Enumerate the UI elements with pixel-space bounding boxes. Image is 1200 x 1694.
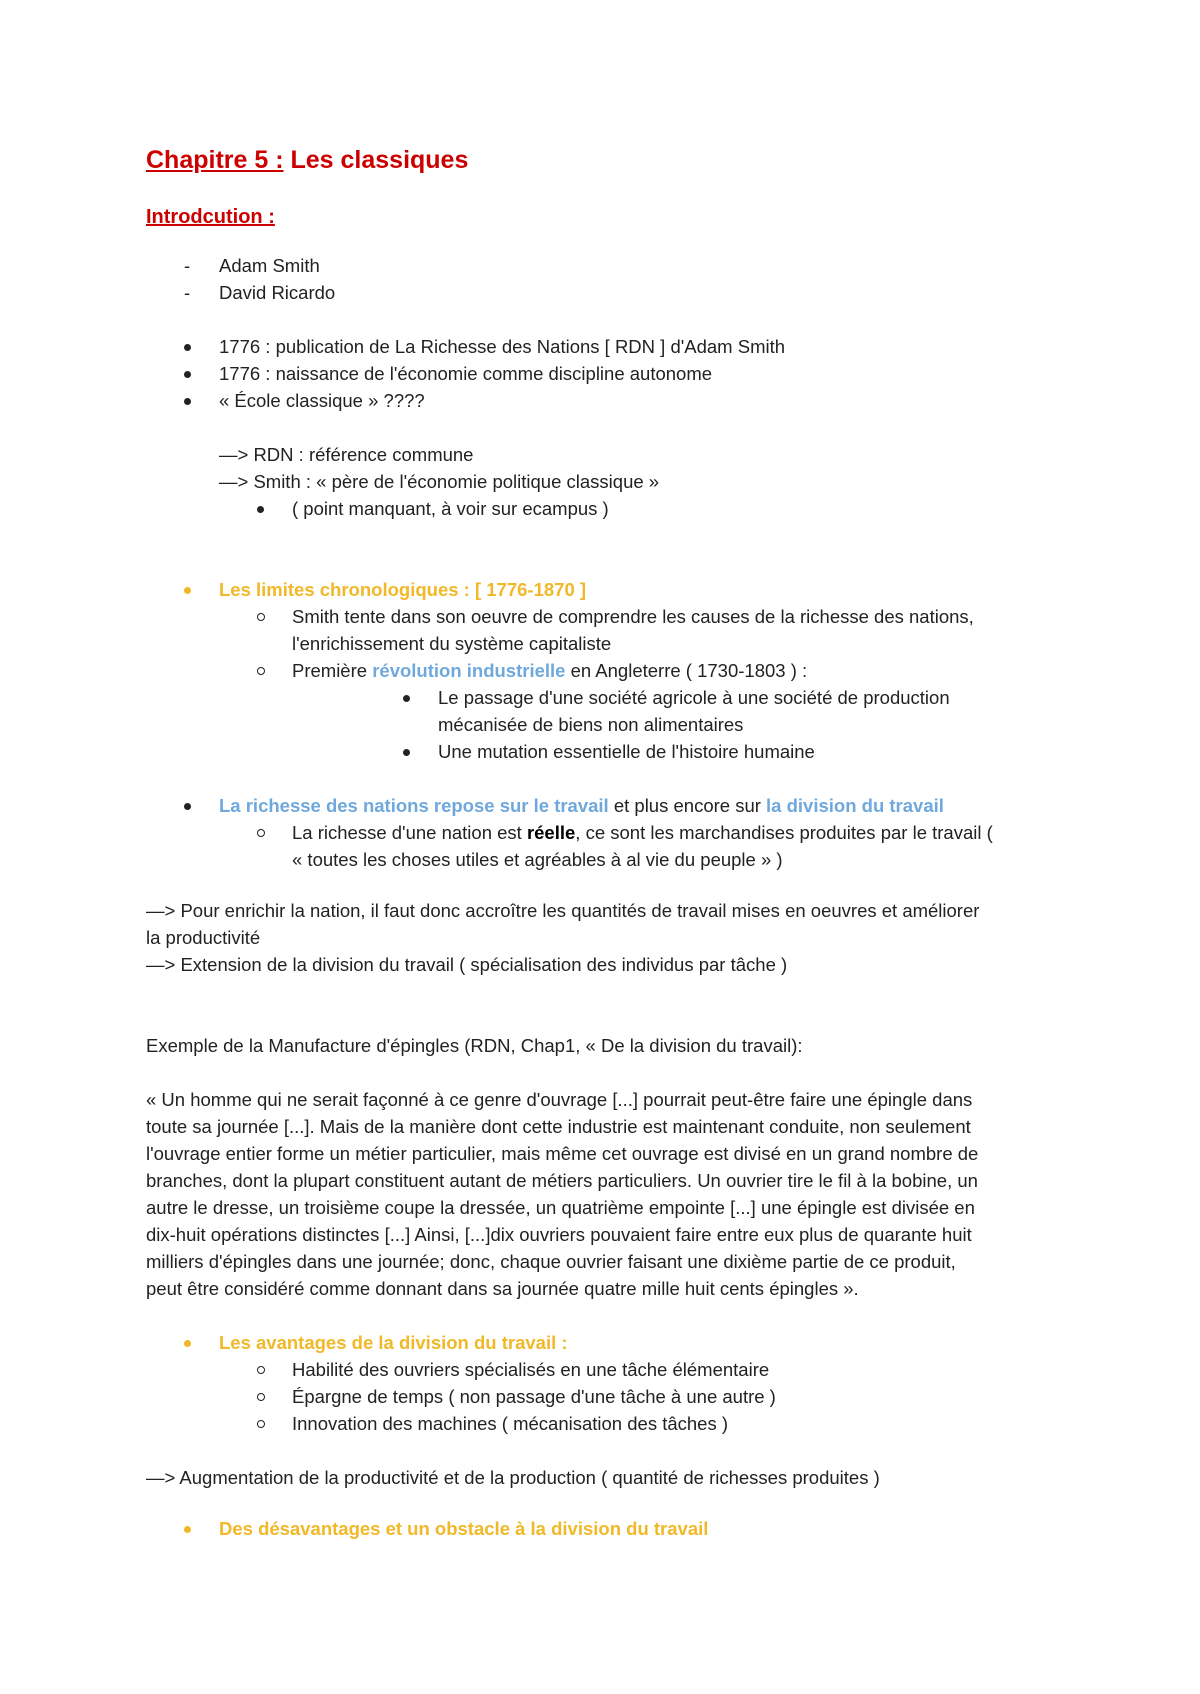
avantages-heading: Les avantages de la division du travail : <box>146 1329 1066 1356</box>
bullet-icon <box>184 587 191 594</box>
arrow-paragraph: —> Extension de la division du travail ( spécialisation des individus par tâche ) <box>146 954 788 975</box>
circle-bullet-icon <box>257 1393 265 1401</box>
bullet-icon <box>184 371 191 378</box>
arrow-line: —> RDN : référence commune <box>219 444 474 465</box>
bullet-icon <box>403 695 410 702</box>
author-item: - David Ricardo <box>146 279 1066 306</box>
quote-line: peut être considéré comme donnant dans sa journée quatre mille huit cents épingles ». <box>146 1278 859 1299</box>
quote-line: autre le dresse, un troisième coupe la dressée, un quatrième empointe [...] une épingle est divisée en <box>146 1197 975 1218</box>
richesse-heading: La richesse des nations repose sur le travail et plus encore sur la division du travail <box>146 792 1066 819</box>
richesse-sub-item: La richesse d'une nation est réelle, ce sont les marchandises produites par le travail ( <box>146 819 1066 846</box>
bullet-icon <box>257 506 264 513</box>
arrow-paragraph: la productivité <box>146 927 261 948</box>
intro-bullet: 1776 : publication de La Richesse des Nations [ RDN ] d'Adam Smith <box>146 333 1066 360</box>
quote-line: dix-huit opérations distinctes [...] Ainsi, [...]dix ouvriers pouvaient faire entre eux plus de quarante huit <box>146 1224 972 1245</box>
bullet-icon <box>184 344 191 351</box>
dash-marker: - <box>184 282 191 303</box>
richesse-sub-item-cont: « toutes les choses utiles et agréables à al vie du peuple » ) <box>292 849 783 870</box>
document-body <box>146 140 1066 1542</box>
circle-bullet-icon <box>257 1366 265 1374</box>
bullet-icon <box>184 1340 191 1347</box>
title-text: Les classiques <box>283 146 469 174</box>
limits-sub-item-cont: l'enrichissement du système capitaliste <box>292 633 612 654</box>
quote-line: « Un homme qui ne serait façonné à ce genre d'ouvrage [...] pourrait peut-être faire une épingle dans <box>146 1089 973 1110</box>
bullet-icon <box>403 749 410 756</box>
bullet-icon <box>184 803 191 810</box>
title-chapter: Chapitre 5 : <box>146 146 284 174</box>
avantages-item: Innovation des machines ( mécanisation des tâches ) <box>146 1410 1066 1437</box>
quote-line: milliers d'épingles dans une journée; donc, chaque ouvrier faisant une dixième partie de ce produit, <box>146 1251 956 1272</box>
missing-point-item: ( point manquant, à voir sur ecampus ) <box>146 495 1066 522</box>
arrow-line: —> Smith : « père de l'économie politique classique » <box>219 471 660 492</box>
revolution-item-cont: mécanisée de biens non alimentaires <box>438 714 744 735</box>
circle-bullet-icon <box>257 613 265 621</box>
intro-bullet: 1776 : naissance de l'économie comme discipline autonome <box>146 360 1066 387</box>
avantages-item: Épargne de temps ( non passage d'une tâche à une autre ) <box>146 1383 1066 1410</box>
circle-bullet-icon <box>257 1420 265 1428</box>
revolution-item: Une mutation essentielle de l'histoire humaine <box>146 738 1066 765</box>
bullet-icon <box>184 1526 191 1533</box>
circle-bullet-icon <box>257 829 265 837</box>
desavantages-heading: Des désavantages et un obstacle à la division du travail <box>146 1515 1066 1542</box>
quote-block <box>146 1086 1066 1302</box>
limits-sub-item: Première révolution industrielle en Angleterre ( 1730-1803 ) : <box>146 657 1066 684</box>
augmentation-line: —> Augmentation de la productivité et de la production ( quantité de richesses produites ) <box>146 1467 880 1488</box>
intro-heading: Introdcution : <box>146 206 275 228</box>
arrow-paragraph: —> Pour enrichir la nation, il faut donc accroître les quantités de travail mises en oeuvres et améliorer <box>146 900 980 921</box>
intro-bullet: « École classique » ???? <box>146 387 1066 414</box>
example-intro: Exemple de la Manufacture d'épingles (RDN, Chap1, « De la division du travail): <box>146 1035 803 1056</box>
avantages-item: Habilité des ouvriers spécialisés en une tâche élémentaire <box>146 1356 1066 1383</box>
quote-line: toute sa journée [...]. Mais de la manière dont cette industrie est maintenant conduite, non seulement <box>146 1116 971 1137</box>
page-title <box>146 140 1066 180</box>
author-item: - Adam Smith <box>146 252 1066 279</box>
limits-sub-item: Smith tente dans son oeuvre de comprendre les causes de la richesse des nations, <box>146 603 1066 630</box>
quote-line: branches, dont la plupart constituent autant de métiers particuliers. Un ouvrier tire le fil à la bobine, un <box>146 1170 978 1191</box>
circle-bullet-icon <box>257 667 265 675</box>
bullet-icon <box>184 398 191 405</box>
dash-marker: - <box>184 255 191 276</box>
quote-line: l'ouvrage entier forme un métier particulier, mais même cet ouvrage est divisé en un grand nombre de <box>146 1143 979 1164</box>
limits-heading: Les limites chronologiques : [ 1776-1870 ] <box>146 576 1066 603</box>
revolution-item: Le passage d'une société agricole à une société de production <box>146 684 1066 711</box>
